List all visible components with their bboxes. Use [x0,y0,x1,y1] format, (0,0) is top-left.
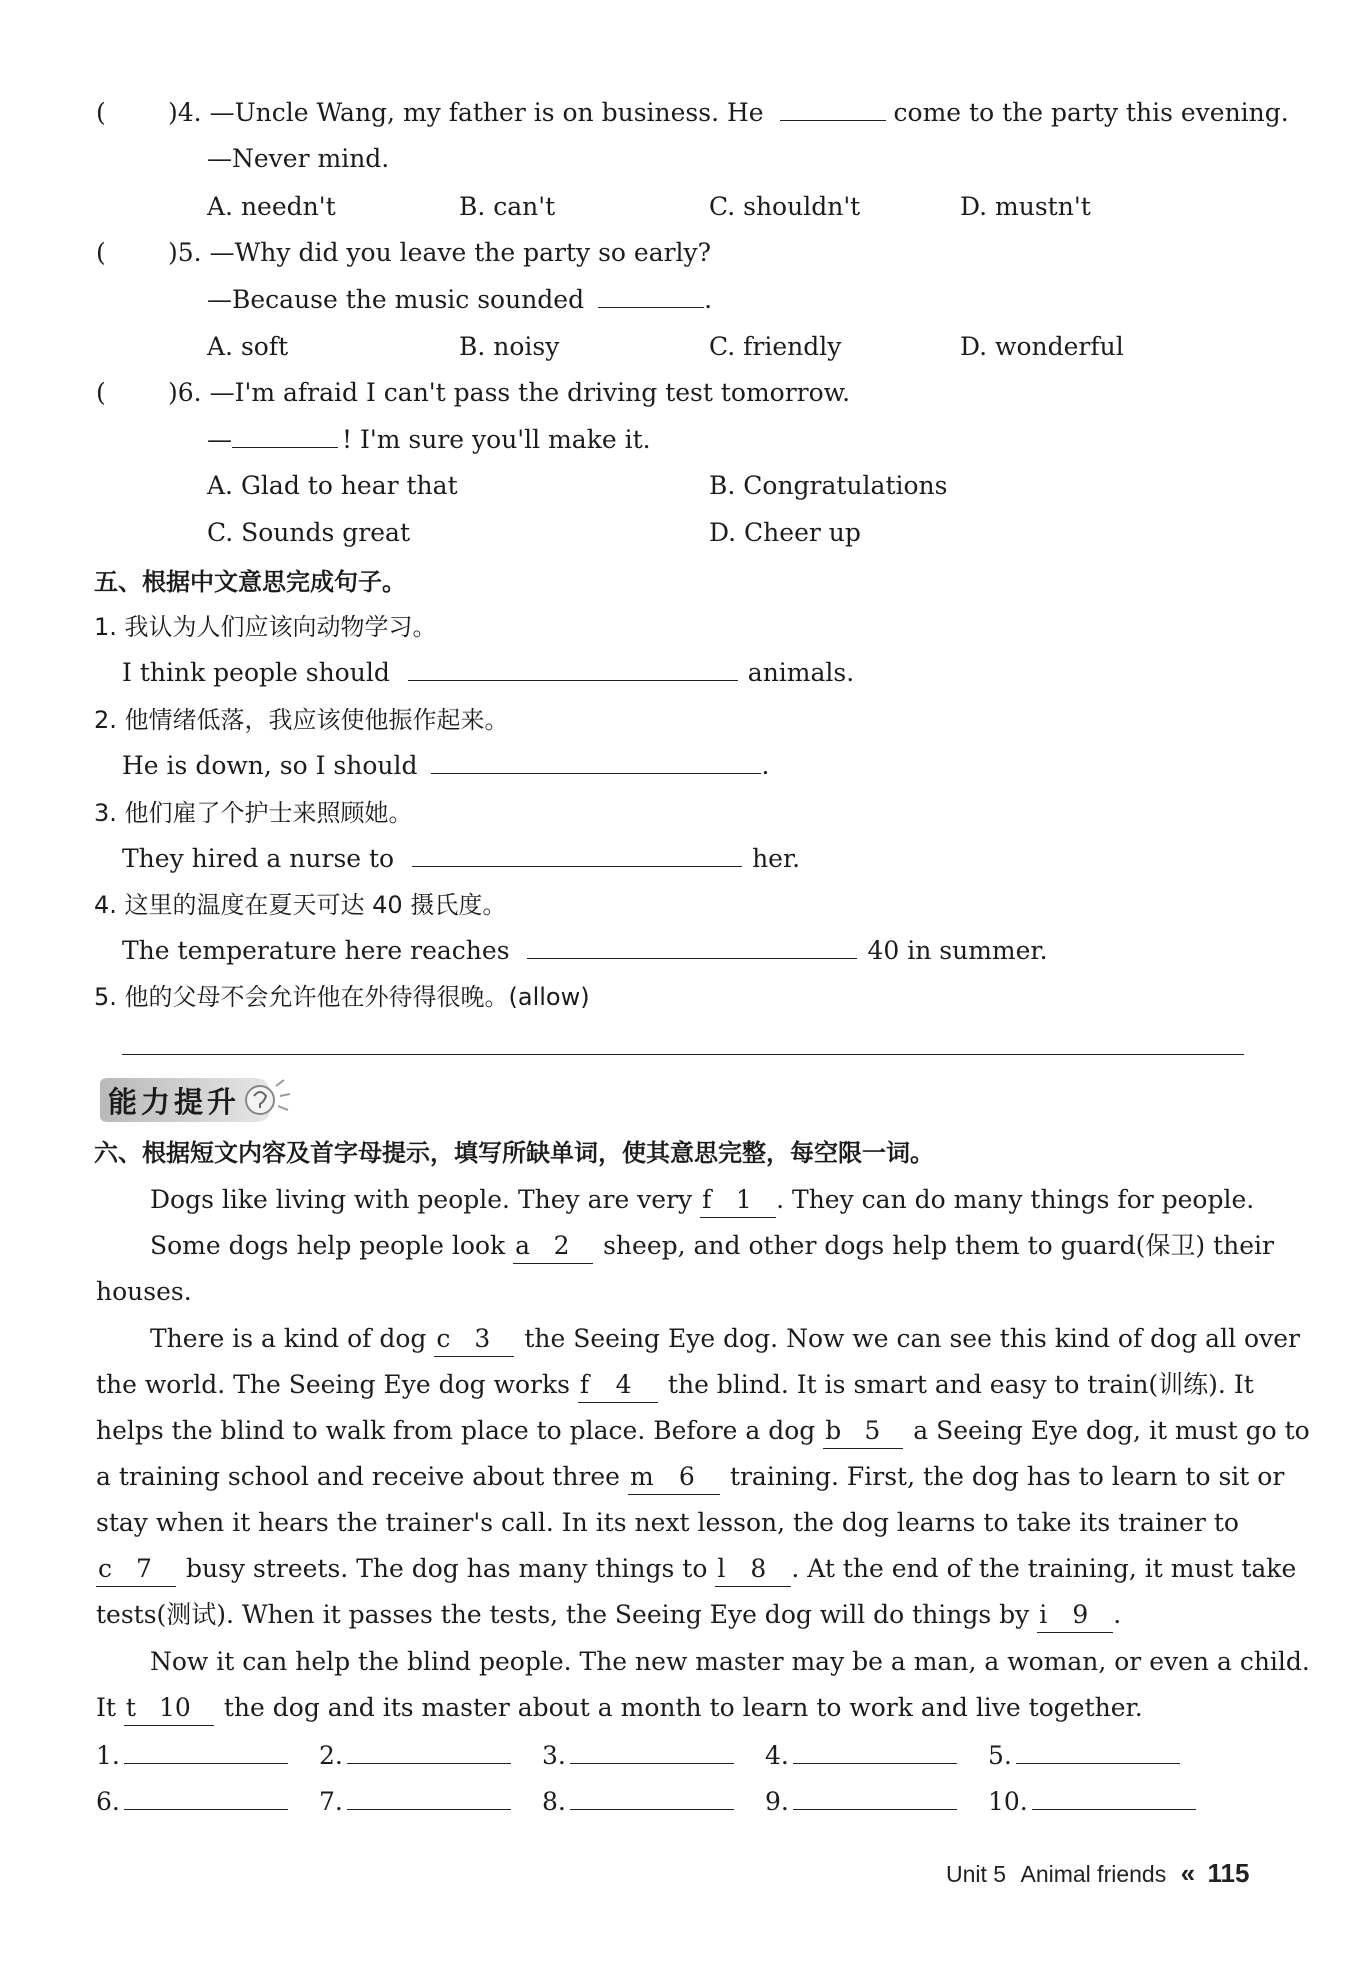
option-c: C. shouldn't [709,192,861,221]
answer-item [96,1739,319,1773]
sentence-3-chinese: 3. 他们雇了个护士来照顾她。 [94,799,413,827]
passage-line: houses. [96,1277,192,1306]
option-d: D. mustn't [960,192,1091,221]
answer-item [96,1785,319,1819]
answer-item [319,1785,542,1819]
sentence-text-end: 40 in summer. [867,936,1048,965]
answer-number: 10. [988,1787,1028,1816]
passage-text: . At the end of the training, it must take [791,1554,1297,1583]
hint-blank-4[interactable] [578,1368,658,1403]
hint-letter: m [629,1462,654,1491]
blank-number: 3 [474,1324,491,1353]
answer-item [542,1785,765,1819]
question-6 [96,376,850,410]
question-text: —Why did you leave the party so early? [209,238,712,267]
answer-number: 1. [96,1741,120,1770]
passage-line [96,1552,1296,1587]
answer-blank[interactable] [124,1785,288,1810]
answer-row-1 [96,1739,1188,1773]
passage-text: a training school and receive about three [96,1462,620,1491]
sentence-5-answer-line[interactable] [122,1054,1244,1055]
hint-blank-2[interactable] [513,1229,593,1264]
passage-line: Now it can help the blind people. The new master may be a man, a woman, or even a child. [150,1647,1310,1676]
question-number: )4. [168,98,202,127]
blank-number: 8 [750,1554,767,1583]
answer-bracket: ( [96,238,106,267]
answer-item [319,1739,542,1773]
hint-letter: f [579,1370,590,1399]
question-number: )6. [168,378,202,407]
sentence-text: He is down, so I should [122,751,418,780]
sentence-1-english [122,656,854,690]
sentence-3-english [122,842,800,876]
hint-blank-7[interactable] [96,1552,176,1587]
answer-number: 7. [319,1787,343,1816]
answer-item [988,1785,1198,1819]
passage-line [150,1322,1300,1357]
answer-blank[interactable] [1016,1739,1180,1764]
sentence-2-english [122,749,769,783]
answer-blank[interactable] [408,656,738,681]
option-b: B. noisy [459,332,560,361]
passage-text: busy streets. The dog has many things to [186,1554,708,1583]
passage-line [150,1229,1274,1264]
answer-blank[interactable] [1032,1785,1196,1810]
passage-line [96,1368,1254,1403]
answer-blank[interactable] [570,1739,734,1764]
sentence-text: I think people should [122,658,390,687]
answer-blank[interactable] [570,1785,734,1810]
answer-item [988,1739,1188,1773]
answer-blank[interactable] [232,423,338,448]
hint-blank-8[interactable] [715,1552,791,1587]
footer [946,1858,1249,1889]
answer-blank[interactable] [431,749,761,774]
answer-item [765,1739,988,1773]
passage-line [96,1414,1310,1449]
blank-number: 1 [735,1185,752,1214]
passage-line [96,1691,1143,1726]
passage-text: the Seeing Eye dog. Now we can see this kind of dog all over [524,1324,1300,1353]
passage-text: tests(测试). When it passes the tests, the Seeing Eye dog will do things by [96,1600,1030,1629]
passage-line [150,1183,1254,1218]
option-a: A. Glad to hear that [207,471,458,500]
hint-blank-1[interactable] [700,1183,776,1218]
question-text: —I'm afraid I can't pass the driving test tomorrow. [209,378,851,407]
sentence-4-english [122,934,1048,968]
sentence-4-chinese: 4. 这里的温度在夏天可达 40 摄氏度。 [94,891,507,919]
answer-item [542,1739,765,1773]
option-c: C. friendly [709,332,842,361]
hint-letter: i [1039,1600,1048,1629]
page-number: 115 [1207,1858,1250,1888]
hint-blank-3[interactable] [434,1322,514,1357]
answer-blank[interactable] [793,1785,957,1810]
sentence-text-end: her. [752,844,801,873]
passage-text: the blind. It is smart and easy to train(训练). It [667,1370,1254,1399]
answer-item [765,1785,988,1819]
blank-number: 7 [136,1554,152,1583]
blank-number: 5 [864,1416,881,1445]
answer-blank[interactable] [347,1785,511,1810]
question-5 [96,236,711,270]
answer-number: 5. [988,1741,1012,1770]
answer-bracket: ( [96,378,106,407]
passage-line [96,1598,1121,1633]
passage-text: There is a kind of dog [150,1324,427,1353]
hint-letter: a [515,1231,530,1260]
answer-blank[interactable] [598,283,704,308]
answer-number: 6. [96,1787,120,1816]
hint-letter: t [125,1693,136,1722]
passage-text: the world. The Seeing Eye dog works [96,1370,570,1399]
blank-number: 2 [553,1231,570,1260]
sentence-1-chinese: 1. 我认为人们应该向动物学习。 [94,613,437,641]
passage-text: It [96,1693,116,1722]
sentence-text-end: . [761,751,770,780]
blank-number: 4 [615,1370,632,1399]
question-text-continued: come to the party this evening. [893,98,1289,127]
question-number: )5. [168,238,202,267]
answer-number: 9. [765,1787,789,1816]
chevron-left-icon: « [1180,1858,1196,1888]
passage-text: training. First, the dog has to learn to sit or [729,1462,1285,1491]
question-4-reply: —Never mind. [207,144,390,173]
answer-blank[interactable] [124,1739,288,1764]
question-5-reply [207,283,712,317]
hint-letter: l [717,1554,726,1583]
answer-number: 3. [542,1741,566,1770]
blank-number: 6 [678,1462,695,1491]
hint-blank-5[interactable] [823,1414,903,1449]
option-d: D. Cheer up [709,518,861,547]
passage-text: the dog and its master about a month to learn to work and live together. [223,1693,1143,1722]
answer-bracket: ( [96,98,106,127]
hint-blank-9[interactable] [1037,1598,1113,1633]
hint-letter: f [702,1185,712,1214]
blank-number: 10 [158,1693,191,1722]
hint-letter: c [436,1324,451,1353]
answer-number: 4. [765,1741,789,1770]
answer-number: 8. [542,1787,566,1816]
passage-text: . [1113,1600,1122,1629]
answer-blank[interactable] [347,1739,511,1764]
answer-number: 2. [319,1741,343,1770]
footer-unit: Unit 5 [946,1861,1007,1887]
sentence-text: They hired a nurse to [122,844,395,873]
option-d: D. wonderful [960,332,1124,361]
section-5-title: 五、根据中文意思完成句子。 [94,568,406,596]
option-b: B. can't [459,192,556,221]
passage-text: helps the blind to walk from place to place. Before a dog [96,1416,816,1445]
passage-text: Dogs like living with people. They are very [150,1185,693,1214]
answer-blank[interactable] [793,1739,957,1764]
section-badge-label: 能力提升 [108,1085,241,1119]
option-c: C. Sounds great [207,518,410,547]
question-6-reply [207,423,651,457]
sentence-text-end: animals. [747,658,855,687]
reply-punct: . [704,285,713,314]
passage-text: Some dogs help people look [150,1231,506,1260]
hint-blank-10[interactable] [124,1691,214,1726]
reply-text: —Because the music sounded [207,285,585,314]
option-a: A. soft [207,332,289,361]
reply-dash: — [207,425,232,454]
reply-text: ! I'm sure you'll make it. [342,425,651,454]
blank-number: 9 [1072,1600,1089,1629]
option-a: A. needn't [207,192,336,221]
answer-blank[interactable] [412,842,742,867]
passage-line: stay when it hears the trainer's call. In its next lesson, the dog learns to take its trainer to [96,1508,1239,1537]
passage-text: . They can do many things for people. [776,1185,1255,1214]
sentence-5-chinese: 5. 他的父母不会允许他在外待得很晚。(allow) [94,983,590,1011]
answer-blank[interactable] [527,934,857,959]
passage-line [96,1460,1284,1495]
footer-title: Animal friends [1020,1861,1167,1887]
answer-blank[interactable] [780,96,886,121]
option-b: B. Congratulations [709,471,948,500]
sentence-2-chinese: 2. 他情绪低落，我应该使他振作起来。 [94,706,509,734]
section-6-title: 六、根据短文内容及首字母提示，填写所缺单词，使其意思完整，每空限一词。 [94,1139,934,1167]
sentence-text: The temperature here reaches [122,936,510,965]
answer-row-2 [96,1785,1198,1819]
hint-letter: b [825,1416,842,1445]
question-text: —Uncle Wang, my father is on business. He [209,98,764,127]
passage-text: a Seeing Eye dog, it must go to [913,1416,1310,1445]
hint-letter: c [98,1554,113,1583]
hint-blank-6[interactable] [628,1460,720,1495]
question-4 [96,96,1289,130]
passage-text: sheep, and other dogs help them to guard(保卫) their [603,1231,1274,1260]
